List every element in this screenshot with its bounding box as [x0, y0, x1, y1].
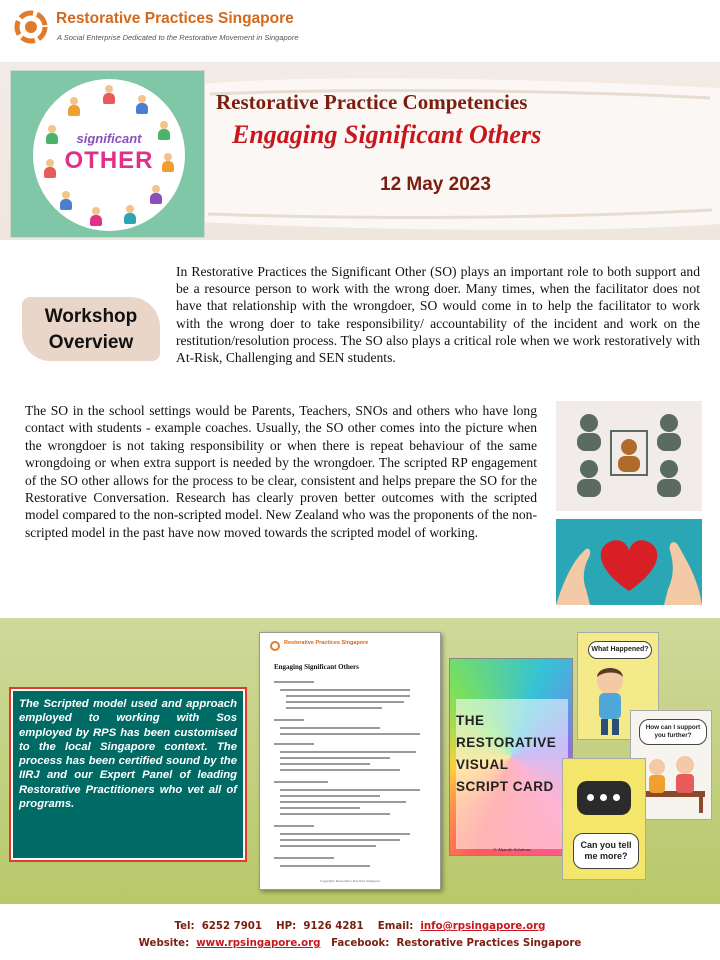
doc-line: [274, 681, 314, 683]
doc-line: [286, 707, 382, 709]
scripted-model-text: The Scripted model used and approach employed to working with Sos employed by RPS has been customised to the local Singapore context. The process has been certified sound by the IIRJ and our Expert Panel of leading Restorative Practitioners who vet all of programs.: [19, 698, 237, 811]
people-network-icon: [556, 401, 702, 511]
person-icon: [89, 207, 103, 227]
hp-value: 9126 4281: [303, 921, 364, 932]
doc-org-name: Restorative Practices Singapore: [284, 640, 369, 646]
visual-script-card: [449, 658, 573, 856]
web-line: [0, 938, 720, 949]
badge-line-1: Workshop: [44, 306, 138, 327]
facebook-value: Restorative Practices Singapore: [396, 938, 582, 949]
doc-line: [274, 825, 314, 827]
support-bubble: How can I support you further?: [639, 719, 707, 745]
overview-paragraph-2: The SO in the school settings would be Parents, Teachers, SNOs and others who have long contact with students - example coaches. Usually, the SO other comes into the picture when the wrongdoer is not taking responsibility or when there is repeat behaviour of the same wrongdoing or when extra support is needed by the wrongdoer. The scripted RP engagement of the SO other allows for the process to be clear, consistent and helps prepare the SO for the Restorative Conversation. Research has clearly proven better outcomes with the scripted model compared to the non-scripted model. New Zealand who was the proponents of the non-scripted model in the past have now moved towards the scripted model of working.: [25, 403, 537, 540]
page-title: Restorative Practice Competencies: [216, 90, 528, 114]
email-label: Email:: [377, 921, 414, 932]
badge-line-2: Overview: [48, 332, 134, 353]
hero-banner: [0, 62, 720, 240]
doc-line: [280, 845, 376, 847]
doc-line: [280, 839, 400, 841]
other-label: OTHER: [64, 147, 154, 174]
page-subtitle: Engaging Significant Others: [232, 120, 542, 149]
doc-line: [280, 795, 380, 797]
scripted-model-note: [9, 687, 247, 862]
doc-line: [280, 757, 390, 759]
org-name: Restorative Practices Singapore: [56, 10, 294, 27]
doc-line: [280, 727, 380, 729]
doc-line: [280, 807, 360, 809]
doc-footer: Copyright: Restorative Practices Singapore: [319, 879, 381, 883]
doc-line: [280, 789, 420, 791]
hero-circle: [33, 79, 185, 231]
tel-label: Tel:: [174, 921, 195, 932]
speech-dots-icon: [577, 781, 631, 815]
doc-line: [280, 865, 370, 867]
doc-line: [274, 743, 314, 745]
doc-line: [280, 769, 400, 771]
person-icon: [123, 205, 137, 225]
hands-heart-illustration: [556, 519, 702, 605]
card-title-line-3: VISUAL: [456, 757, 509, 772]
script-document-preview: [259, 632, 441, 890]
contact-line: [0, 921, 720, 932]
doc-line: [280, 813, 390, 815]
workshop-overview-badge: [22, 297, 160, 361]
doc-line: [280, 763, 370, 765]
tell-me-more-bubble: Can you tell me more?: [573, 833, 639, 869]
doc-line: [280, 689, 410, 691]
org-tagline: A Social Enterprise Dedicated to the Restorative Movement in Singapore: [57, 33, 299, 42]
email-link[interactable]: info@rpsingapore.org: [420, 921, 546, 932]
person-icon: [67, 97, 81, 117]
doc-line: [280, 751, 416, 753]
card-title-line-1: THE: [456, 713, 485, 728]
person-icon: [135, 95, 149, 115]
program-materials-section: [0, 618, 720, 904]
significant-label: significant: [76, 131, 142, 146]
tel-value: 6252 7901: [201, 921, 262, 932]
rps-logo-icon: [12, 8, 50, 46]
card-title-line-2: RESTORATIVE: [456, 735, 557, 750]
event-date: 12 May 2023: [380, 174, 491, 195]
website-link[interactable]: www.rpsingapore.org: [196, 938, 321, 949]
doc-line: [274, 719, 304, 721]
hp-label: HP:: [276, 921, 297, 932]
person-icon: [149, 185, 163, 205]
website-label: Website:: [138, 938, 190, 949]
card-title-line-4: SCRIPT CARD: [456, 779, 554, 794]
doc-line: [286, 701, 404, 703]
overview-paragraph-1: In Restorative Practices the Significant Other (SO) plays an important role to both support and be a resource person to work with the wrong doer. Many times, when the facilitator does not have that relationship with the wrongdoer, SO would come in to help the facilitator to work with the wrong doer to take responsibility/ accountability of the incident and work on the restitution/resolution process. The SO also plays a critical role when we work restoratively with At-Risk, Challenging and SEN students.: [176, 264, 700, 366]
doc-line: [274, 857, 334, 859]
doc-line: [286, 695, 410, 697]
doc-line: [274, 781, 328, 783]
person-icon: [102, 85, 116, 105]
tell-me-more-card: [562, 758, 646, 880]
doc-line: [280, 801, 406, 803]
doc-line: [280, 733, 420, 735]
what-happened-bubble: What Happened?: [588, 641, 652, 659]
doc-line: [280, 833, 410, 835]
card-credit: © Akaroth Solutions: [493, 847, 531, 852]
significant-other-image: [10, 70, 205, 238]
network-people-illustration: [556, 401, 702, 511]
page-header: [0, 0, 720, 62]
footer-band: [0, 904, 720, 960]
heart-hands-icon: [556, 519, 702, 605]
doc-logo-icon: [270, 641, 280, 651]
facebook-label: Facebook:: [331, 938, 390, 949]
doc-title: Engaging Significant Others: [274, 663, 359, 671]
person-icon: [59, 191, 73, 211]
